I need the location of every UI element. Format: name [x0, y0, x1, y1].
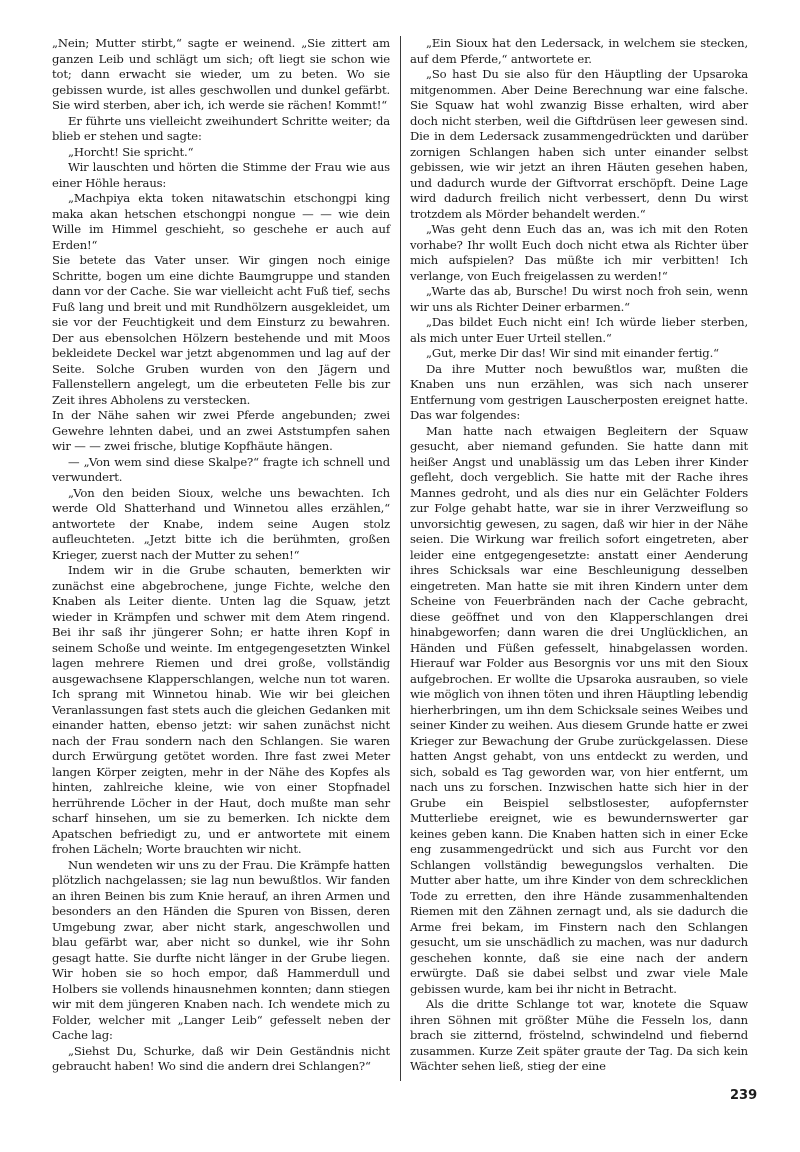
- paragraph: „Horcht! Sie spricht.“: [68, 144, 194, 159]
- paragraph: Da ihre Mutter noch bewußtlos war, mußten die Knaben uns nun erzählen, was sich nach unserer Entfernung vom gestrigen Lauscherposten ereignet hatte. Das war folgendes:: [410, 361, 748, 422]
- paragraph: Man hatte nach etwaigen Begleitern der Squaw gesucht, aber niemand gefunden. Sie hatte dann mit heißer Angst und unablässig um das Leben ihrer Kinder gefleht, doch vergeblich. Sie hatte mit der Rache ihres Mannes gedroht, und als dies nur ein Gelächter Folders zur Folge gehabt hatte, war sie in ihrer Verzweiflung so unvorsichtig gewesen, zu sagen, daß wir hier in der Nähe seien. Die Wirkung war freilich sofort eingetreten, aber leider eine entgegengesetzte: anstatt einer Aenderung ihres Schicksals war eine Beschleunigung desselben eingetreten. Man hatte sie mit ihren Kindern unter dem Scheine von Feuerbränden nach der Cache gebracht, diese geöffnet und von den Klapperschlangen drei hinabgeworfen; dann waren die drei Unglücklichen, an Händen und Füßen gefesselt, hinabgelassen worden. Hierauf war Folder aus Besorgnis vor uns mit den Sioux aufgebrochen. Er wollte die Upsaroka ausrauben, so viele wie möglich von ihnen töten und ihren Häuptling lebendig hierherbringen, um ihn dem Schicksale seines Weibes und seiner Kinder zu weihen. Aus diesem Grunde hatte er zwei Krieger zur Bewachung der Grube zurückgelassen. Diese hatten Angst gehabt, von uns entdeckt zu werden, und sich, sobald es Tag geworden war, von hier entfernt, um nach uns zu forschen. Inzwischen hatte sich hier in der Grube ein Beispiel selbstlosester, aufopfernster Mutterliebe ereignet, wie es bewundernswerter gar keines geben kann. Die Knaben hatten sich in einer Ecke eng zusammengedrückt und sich aus Furcht vor den Schlangen vollständig bewegungslos verhalten. Die Mutter aber hatte, um ihre Kinder von dem schrecklichen Tode zu erretten, den ihre Hände zusammenhaltenden Riemen mit den Zähnen zernagt und, als sie dadurch die Arme frei bekam, im Finstern nach den Schlangen gesucht, um sie unschädlich zu machen, was nur dadurch geschehen konnte, daß sie eine nach der andern erwürgte. Daß sie dabei selbst und zwar viele Male gebissen wurde, kam bei ihr nicht in Betracht.: [410, 423, 748, 996]
- paragraph: „Ein Sioux hat den Ledersack, in welchem sie stecken, auf dem Pferde,“ antwortete er.: [410, 36, 748, 66]
- paragraph: „So hast Du sie also für den Häuptling der Upsaroka mitgenommen. Aber Deine Berechnung war eine falsche. Sie Squaw hat wohl zwanzig Bisse erhalten, wird aber doch nicht sterben, weil die Giftdrüsen leer gewesen sind. Die in dem Ledersack zusammengedrückten und darüber zornigen Schlangen haben sich unter einander selbst gebissen, wie wir jetzt an ihren Häuten gesehen haben, und dadurch wurde der Giftvorrat erschöpft. Deine Lage wird dadurch freilich nicht verbessert, denn Du wirst trotzdem als Mörder behandelt werden.“: [410, 67, 748, 221]
- paragraph: Indem wir in die Grube schauten, bemerkten wir zunächst eine abgebrochene, junge Fichte, welche den Knaben als Leiter diente. Unten lag die Squaw, jetzt wieder in Krämpfen und schwer mit dem Atem ringend. Bei ihr saß ihr jüngerer Sohn; er hatte ihren Kopf in seinem Schoße und weinte. Im entgegengesetzten Winkel lagen mehrere Riemen und drei große, vollständig ausgewachsene Klapperschlangen, welche nun tot waren. Ich sprang mit Winnetou hinab. Wie wir bei gleichen Veranlassungen fast stets auch die gleichen Gedanken mit einander hatten, ebenso jetzt: wir sahen zunächst nicht nach der Frau sondern nach den Schlangen. Sie waren durch Erwürgung getötet worden. Ihre fast zwei Meter langen Körper zeigten, mehr in der Nähe des Kopfes als hinten, zahlreiche kleine, wie von einer Stopfnadel herrührende Löcher in der Haut, doch mußte man sehr scharf hinsehen, um sie zu bemerken. Ich nickte dem Apatschen befriedigt zu, und er antwortete mit einem frohen Lächeln; Worte brauchten wir nicht.: [52, 563, 390, 856]
- paragraph: „Machpiya ekta token nitawatschin etschongpi king maka akan hetschen etschongpi nongue — — wie dein Wille im Himmel geschieht, so geschehe er auch auf Erden!“: [52, 191, 390, 252]
- paragraph: „Von den beiden Sioux, welche uns bewachten. Ich werde Old Shatterhand und Winnetou alles erzählen,“ antwortete der Knabe, indem seine Augen stolz aufleuchteten. „Jetzt bitte ich die berühmten, großen Krieger, zuerst nach der Mutter zu sehen!“: [52, 485, 390, 562]
- page-number: 239: [730, 1088, 758, 1103]
- right-column: [410, 36, 748, 1075]
- book-page: [52, 36, 752, 1116]
- paragraph: „Warte das ab, Bursche! Du wirst noch froh sein, wenn wir uns als Richter Deiner erbarmen.“: [410, 284, 748, 314]
- paragraph: Nun wendeten wir uns zu der Frau. Die Krämpfe hatten plötzlich nachgelassen; sie lag nun bewußtlos. Wir fanden an ihren Beinen bis zum Knie herauf, an ihren Armen und besonders an den Händen die Spuren von Bissen, deren Umgebung zwar, aber nicht stark, angeschwollen und blau gefärbt war, aber nicht so dunkel, wie ihr Sohn gesagt hatte. Sie durfte nicht länger in der Grube liegen. Wir hoben sie so hoch empor, daß Hammerdull und Holbers sie vollends hinausnehmen konnten; dann stiegen wir mit dem jüngeren Knaben nach. Ich wendete mich zu Folder, welcher mit „Langer Leib“ gefesselt neben der Cache lag:: [52, 857, 390, 1042]
- paragraph: „Was geht denn Euch das an, was ich mit den Roten vorhabe? Ihr wollt Euch doch nicht etwa als Richter über mich aufspielen? Das müßte ich mir verbitten! Ich verlange, von Euch freigelassen zu werden!“: [410, 222, 748, 283]
- paragraph: „Siehst Du, Schurke, daß wir Dein Geständnis nicht gebraucht haben! Wo sind die andern drei Schlangen?“: [52, 1043, 390, 1073]
- left-column: [52, 36, 390, 1075]
- paragraph: In der Nähe sahen wir zwei Pferde angebunden; zwei Gewehre lehnten dabei, und an zwei Aststumpfen sahen wir — — zwei frische, blutige Kopfhäute hängen.: [52, 408, 390, 453]
- paragraph: Wir lauschten und hörten die Stimme der Frau wie aus einer Höhle heraus:: [52, 160, 390, 190]
- column-divider: [400, 36, 401, 1081]
- paragraph: „Nein; Mutter stirbt,“ sagte er weinend. „Sie zittert am ganzen Leib und schlägt um sich; oft liegt sie schon wie tot; dann erwacht sie wieder, um zu beten. Wo sie gebissen wurde, ist alles geschwollen und dunkel gefärbt. Sie wird sterben, aber ich, ich werde sie rächen! Kommt!“: [52, 36, 390, 112]
- paragraph: — „Von wem sind diese Skalpe?“ fragte ich schnell und verwundert.: [52, 454, 390, 484]
- paragraph: Sie betete das Vater unser. Wir gingen noch einige Schritte, bogen um eine dichte Baumgruppe und standen dann vor der Cache. Sie war vielleicht acht Fuß tief, sechs Fuß lang und breit und mit Rundhölzern ausgekleidet, um sie vor der Feuchtigkeit und dem Einsturz zu bewahren. Der aus ebensolchen Hölzern bestehende und mit Moos bekleidete Deckel war jetzt abgenommen und lag auf der Seite. Solche Gruben wurden von den Jägern und Fallenstellern angelegt, um die erbeuteten Felle bis zur Zeit ihres Abholens zu verstecken.: [52, 253, 390, 407]
- paragraph: Als die dritte Schlange tot war, knotete die Squaw ihren Söhnen mit größter Mühe die Fesseln los, dann brach sie zitternd, fröstelnd, schwindelnd und fiebernd zusammen. Kurze Zeit später graute der Tag. Da sich kein Wächter sehen ließ, stieg der eine: [410, 997, 748, 1073]
- paragraph: „Gut, merke Dir das! Wir sind mit einander fertig.“: [426, 346, 719, 360]
- paragraph: Er führte uns vielleicht zweihundert Schritte weiter; da blieb er stehen und sagte:: [52, 113, 390, 143]
- paragraph: „Das bildet Euch nicht ein! Ich würde lieber sterben, als mich unter Euer Urteil stellen.“: [410, 315, 748, 345]
